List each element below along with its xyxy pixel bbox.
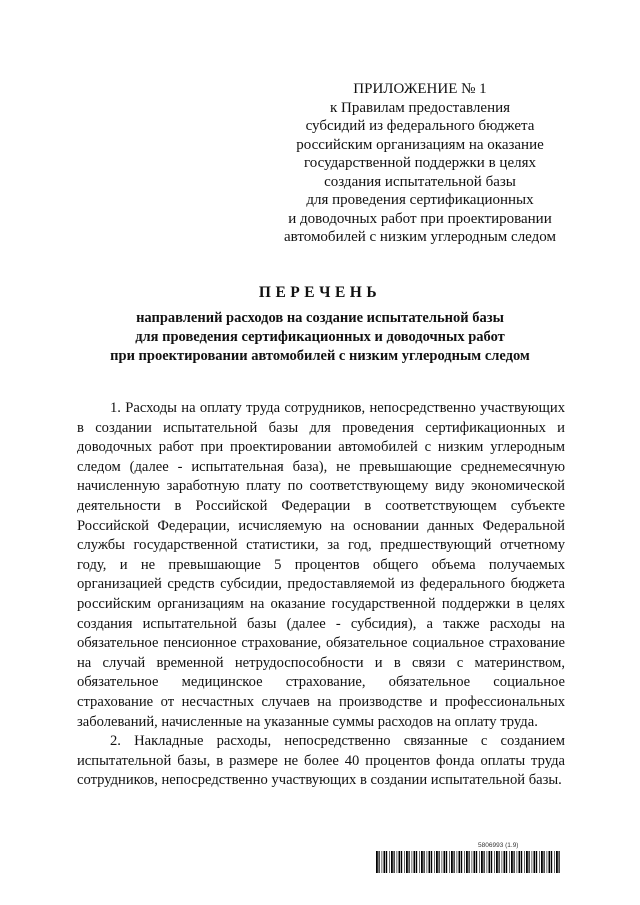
document-subtitle xyxy=(60,309,580,366)
document-code: 5806993 (1.9) xyxy=(478,842,519,849)
appendix-line: российским организациям на оказание xyxy=(296,136,544,153)
subtitle-line: при проектировании автомобилей с низким углеродным следом xyxy=(110,348,530,364)
appendix-header xyxy=(250,80,590,247)
subtitle-line: направлений расходов на создание испытательной базы xyxy=(136,310,504,326)
barcode-icon xyxy=(376,851,561,873)
document-body xyxy=(77,399,565,791)
appendix-line: ПРИЛОЖЕНИЕ № 1 xyxy=(353,81,487,97)
appendix-line: автомобилей с низким углеродным следом xyxy=(284,229,556,245)
appendix-line: и доводочных работ при проектировании xyxy=(288,210,552,227)
appendix-line: создания испытательной базы xyxy=(324,173,516,190)
document-title: ПЕРЕЧЕНЬ xyxy=(258,284,382,301)
paragraph-2: 2. Накладные расходы, непосредственно связанные с созданием испытательной базы, в размере не более 40 процентов фонда оплаты труда сотрудников, непосредственно участвующих в создании испытательной базы. xyxy=(77,733,565,789)
appendix-line: для проведения сертификационных xyxy=(306,192,534,208)
appendix-line: к Правилам предоставления xyxy=(329,99,511,116)
appendix-line: субсидий из федерального бюджета xyxy=(305,118,535,134)
subtitle-line: для проведения сертификационных и доводочных работ xyxy=(135,329,505,345)
appendix-line: государственной поддержки в целях xyxy=(303,155,536,171)
paragraph-1: 1. Расходы на оплату труда сотрудников, непосредственно участвующих в создании испытательной базы для проведения сертификационных и доводочных работ при проектировании автомобилей с низким углеродным следом (далее - испытательная база), не превышающие среднемесячную начисленную заработную плату по соответствующему виду экономической деятельности в Российской Федерации в соответствующем субъекте Российской Федерации, исчисляемую на основании данных Федеральной службы государственной статистики, за год, предшествующий отчетному году, и не превышающие 5 процентов общего объема получаемых организацией средств субсидии, предоставляемой из федерального бюджета российским организациям на оказание государственной поддержки в целях создания испытательной базы (далее - субсидия), а также расходы на обязательное пенсионное страхование, обязательное социальное страхование на случай временной нетрудоспособности и в связи с материнством, обязательное медицинское страхование, обязательное социальное страхование от несчастных случаев на производстве и профессиональных заболеваний, начисленные на указанные суммы расходов на оплату труда. xyxy=(77,400,565,730)
